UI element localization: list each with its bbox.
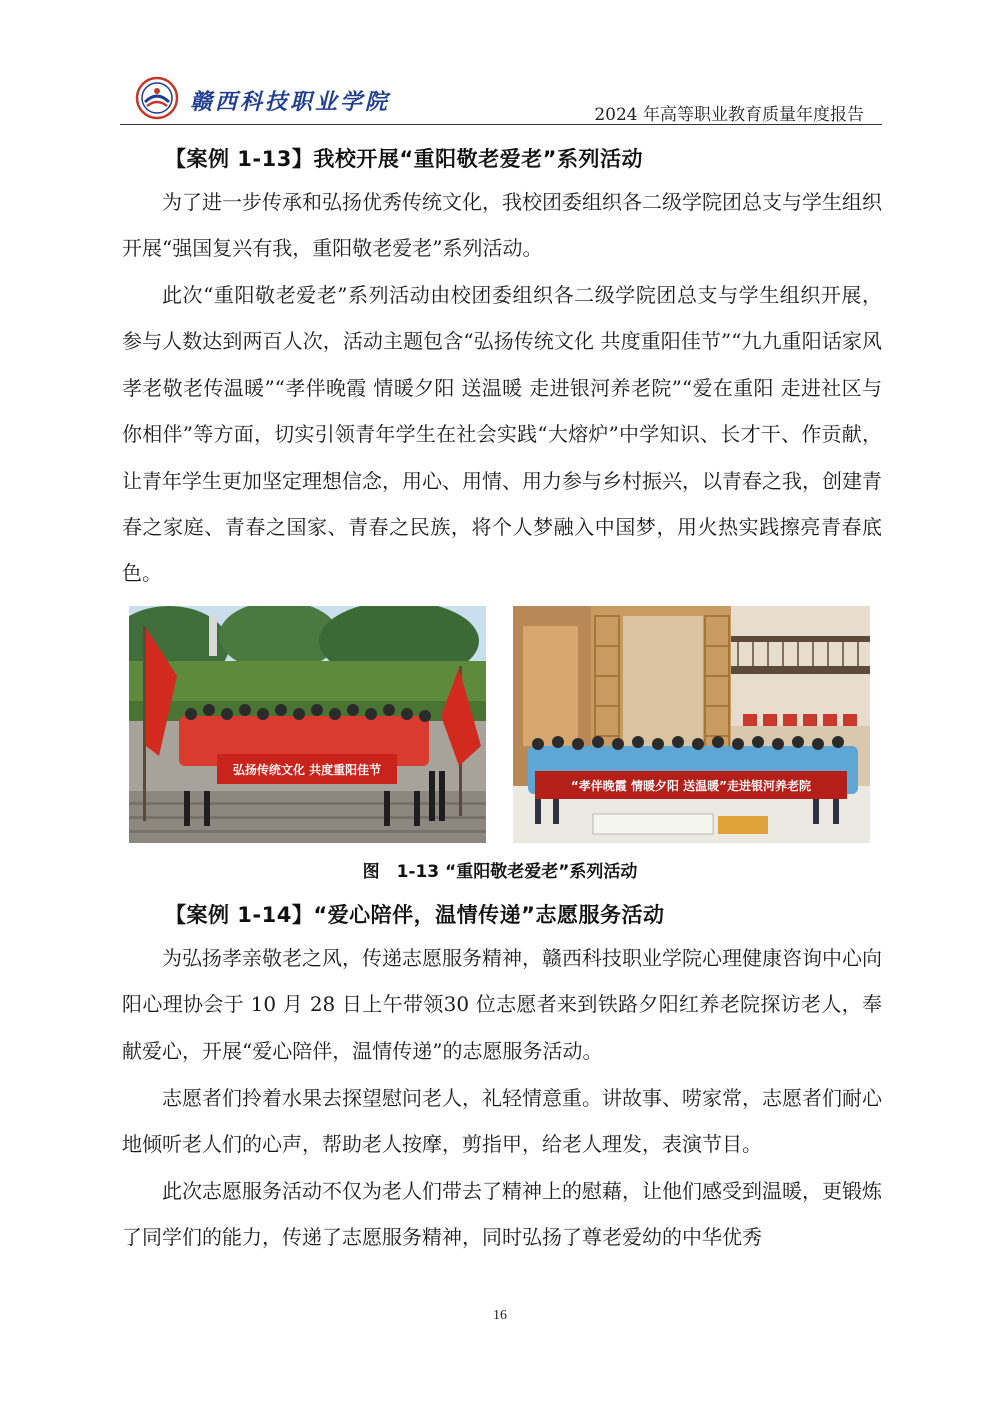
case-1-14-paragraph-3: 此次志愿服务活动不仅为老人们带去了精神上的慰藉，让他们感受到温暖，更锻炼了同学们的能力，传递了志愿服务精神，同时弘扬了尊老爱幼的中华优秀 [122, 1179, 882, 1250]
case-1-13-title: 【案例 1-13】我校开展“重阳敬老爱老”系列活动 [165, 147, 643, 171]
report-title: 2024 年高等职业教育质量年度报告 [594, 105, 864, 125]
photo-nursing-home-group [513, 606, 870, 843]
photo-chongyang-group [129, 606, 486, 843]
case-1-14-title: 【案例 1-14】“爱心陪伴，温情传递”志愿服务活动 [165, 903, 665, 927]
school-name: 赣西科技职业学院 [190, 90, 391, 115]
page-header [120, 68, 882, 126]
page-number: 16 [493, 1308, 507, 1323]
figure-caption: 图 1-13 “重阳敬老爱老”系列活动 [362, 862, 638, 882]
right-banner-text: “孝伴晚霞 情暖夕阳 送温暖”走进银河养老院 [570, 779, 812, 793]
header-divider [120, 124, 882, 125]
case-1-13-paragraph-1: 为了进一步传承和弘扬优秀传统文化，我校团委组织各二级学院团总支与学生组织开展“强国复兴有我，重阳敬老爱老”系列活动。 [122, 190, 882, 261]
school-logo-icon [135, 76, 179, 120]
case-1-13-paragraph-2: 此次“重阳敬老爱老”系列活动由校团委组织各二级学院团总支与学生组织开展，参与人数达到两百人次，活动主题包含“弘扬传统文化 共度重阳佳节”“九九重阳话家风 孝老敬老传温暖”“孝伴晚霞 情暖夕阳 送温暖 走进银河养老院”“爱在重阳 走进社区与你相伴”等方面，切实引领青年学生在社会实践“大熔炉”中学知识、长才干、作贡献，让青年学生更加坚定理想信念，用心、用情、用力参与乡村振兴，以青春之我，创建青春之家庭、青春之国家、青春之民族，将个人梦融入中国梦，用火热实践擦亮青春底色。 [122, 283, 882, 586]
case-1-14-paragraph-1: 为弘扬孝亲敬老之风，传递志愿服务精神，赣西科技职业学院心理健康咨询中心向阳心理协会于 10 月 28 日上午带领30 位志愿者来到铁路夕阳红养老院探访老人，奉献爱心，开展“爱心陪伴，温情传递”的志愿服务活动。 [122, 946, 882, 1063]
case-1-14-paragraph-2: 志愿者们拎着水果去探望慰问老人，礼轻情意重。讲故事、唠家常，志愿者们耐心地倾听老人们的心声，帮助老人按摩，剪指甲，给老人理发，表演节目。 [122, 1086, 882, 1157]
left-banner-text: 弘扬传统文化 共度重阳佳节 [232, 763, 382, 777]
